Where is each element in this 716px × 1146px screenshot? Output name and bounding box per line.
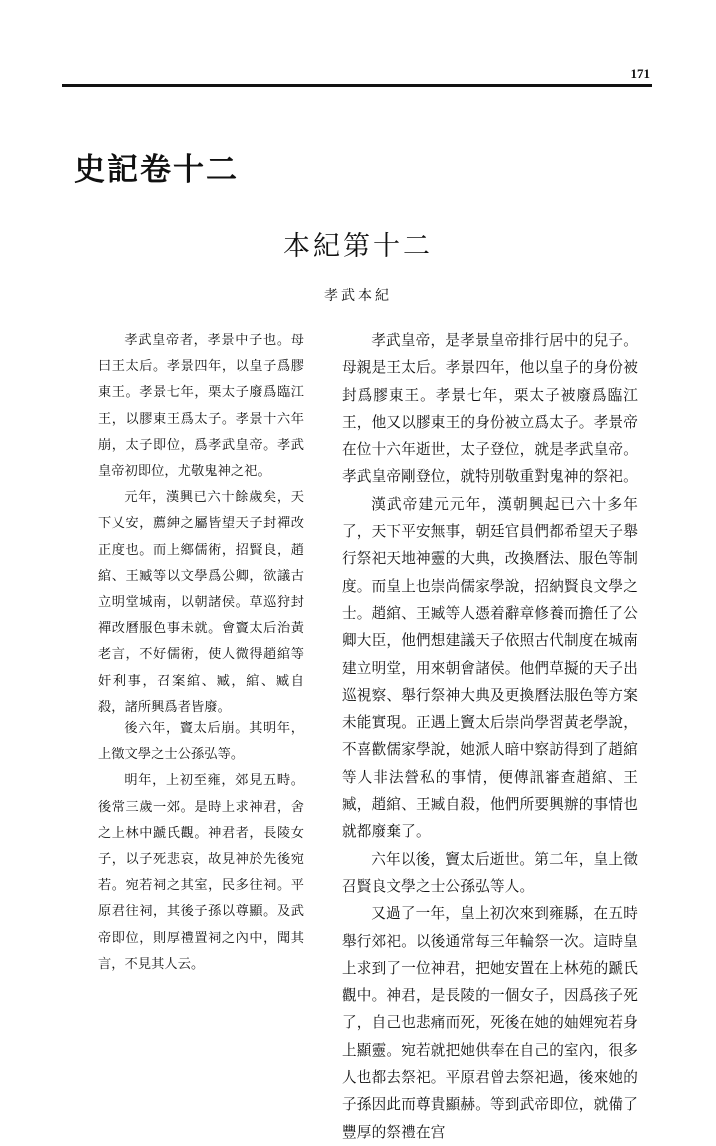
classical-paragraph: 後六年，竇太后崩。其明年，上徵文學之士公孫弘等。 xyxy=(98,721,304,763)
classical-paragraph: 孝武皇帝者，孝景中子也。母曰王太后。孝景四年，以皇子爲膠東王。孝景七年，栗太子廢爲臨江王，以膠東王爲太子。孝景十六年崩，太子即位，爲孝武皇帝。孝武皇帝初即位，尤敬鬼神之祀。 xyxy=(98,333,304,480)
modern-translation-column xyxy=(342,327,638,1146)
translation-paragraph: 孝武皇帝，是孝景皇帝排行居中的兒子。母親是王太后。孝景四年，他以皇子的身份被封爲膠東王。孝景七年，栗太子被廢爲臨江王，他又以膠東王的身份被立爲太子。孝景帝在位十六年逝世，太子登位，就是孝武皇帝。孝武皇帝剛登位，就特別敬重對鬼神的祭祀。 xyxy=(342,332,638,486)
translation-paragraph: 又過了一年，皇上初次來到雍縣，在五時舉行郊祀。以後通常每三年輪祭一次。這時皇上求到了一位神君，把她安置在上林苑的蹏氏觀中。神君，是長陵的一個女子，因爲孩子死了，自己也悲痛而死，死後在她的妯娌宛若身上顯靈。宛若就把她供奉在自己的室內，很多人也都去祭祀。平原君曾去祭祀過，後來她的子孫因此而尊貴顯赫。等到武帝即位，就備了豐厚的祭禮在宫 xyxy=(342,905,638,1141)
classical-text-column-upper xyxy=(98,328,304,721)
translation-paragraph: 六年以後，竇太后逝世。第二年，皇上徵召賢良文學之士公孫弘等人。 xyxy=(342,850,638,895)
classical-paragraph: 元年，漢興已六十餘歲矣，天下乂安，薦紳之屬皆望天子封禪改正度也。而上鄉儒術，招賢良，趙綰、王臧等以文學爲公卿，欲議古立明堂城南，以朝諸侯。草巡狩封禪改曆服色事未就。會竇太后治黃老言，不好儒術，使人微得趙綰等奸利事，召案綰、臧，綰、臧自殺，諸所興爲者皆廢。 xyxy=(98,490,304,715)
subtitle: 孝武本紀 xyxy=(324,288,392,304)
classical-text-column-lower xyxy=(98,716,304,978)
section-title: 本紀第十二 xyxy=(283,231,433,262)
page-number: 171 xyxy=(630,66,650,81)
header-rule xyxy=(62,84,652,87)
translation-paragraph: 漢武帝建元元年，漢朝興起已六十多年了，天下平安無事，朝廷官員們都希望天子舉行祭祀天地神靈的大典，改換曆法、服色等制度。而皇上也崇尚儒家學說，招納賢良文學之士。趙綰、王臧等人憑着辭章修養而擔任了公卿大臣，他們想建議天子依照古代制度在城南建立明堂，用來朝會諸侯。他們草擬的天子出巡視察、舉行祭神大典及更換曆法服色等方案未能實現。正遇上竇太后崇尚學習黃老學說，不喜歡儒家學說，她派人暗中察訪得到了趙綰等人非法營私的事情，便傳訊審查趙綰、王臧，趙綰、王臧自殺，他們所要興辦的事情也就都廢棄了。 xyxy=(342,495,638,841)
classical-paragraph: 明年，上初至雍，郊見五畤。後常三歲一郊。是時上求神君，舍之上林中蹏氏觀。神君者，長陵女子，以子死悲哀，故見神於先後宛若。宛若祠之其室，民多往祠。平原君往祠，其後子孫以尊顯。及武帝即位，則厚禮置祠之內中，聞其言，不見其人云。 xyxy=(98,773,304,972)
chapter-title: 史記卷十二 xyxy=(74,152,239,188)
